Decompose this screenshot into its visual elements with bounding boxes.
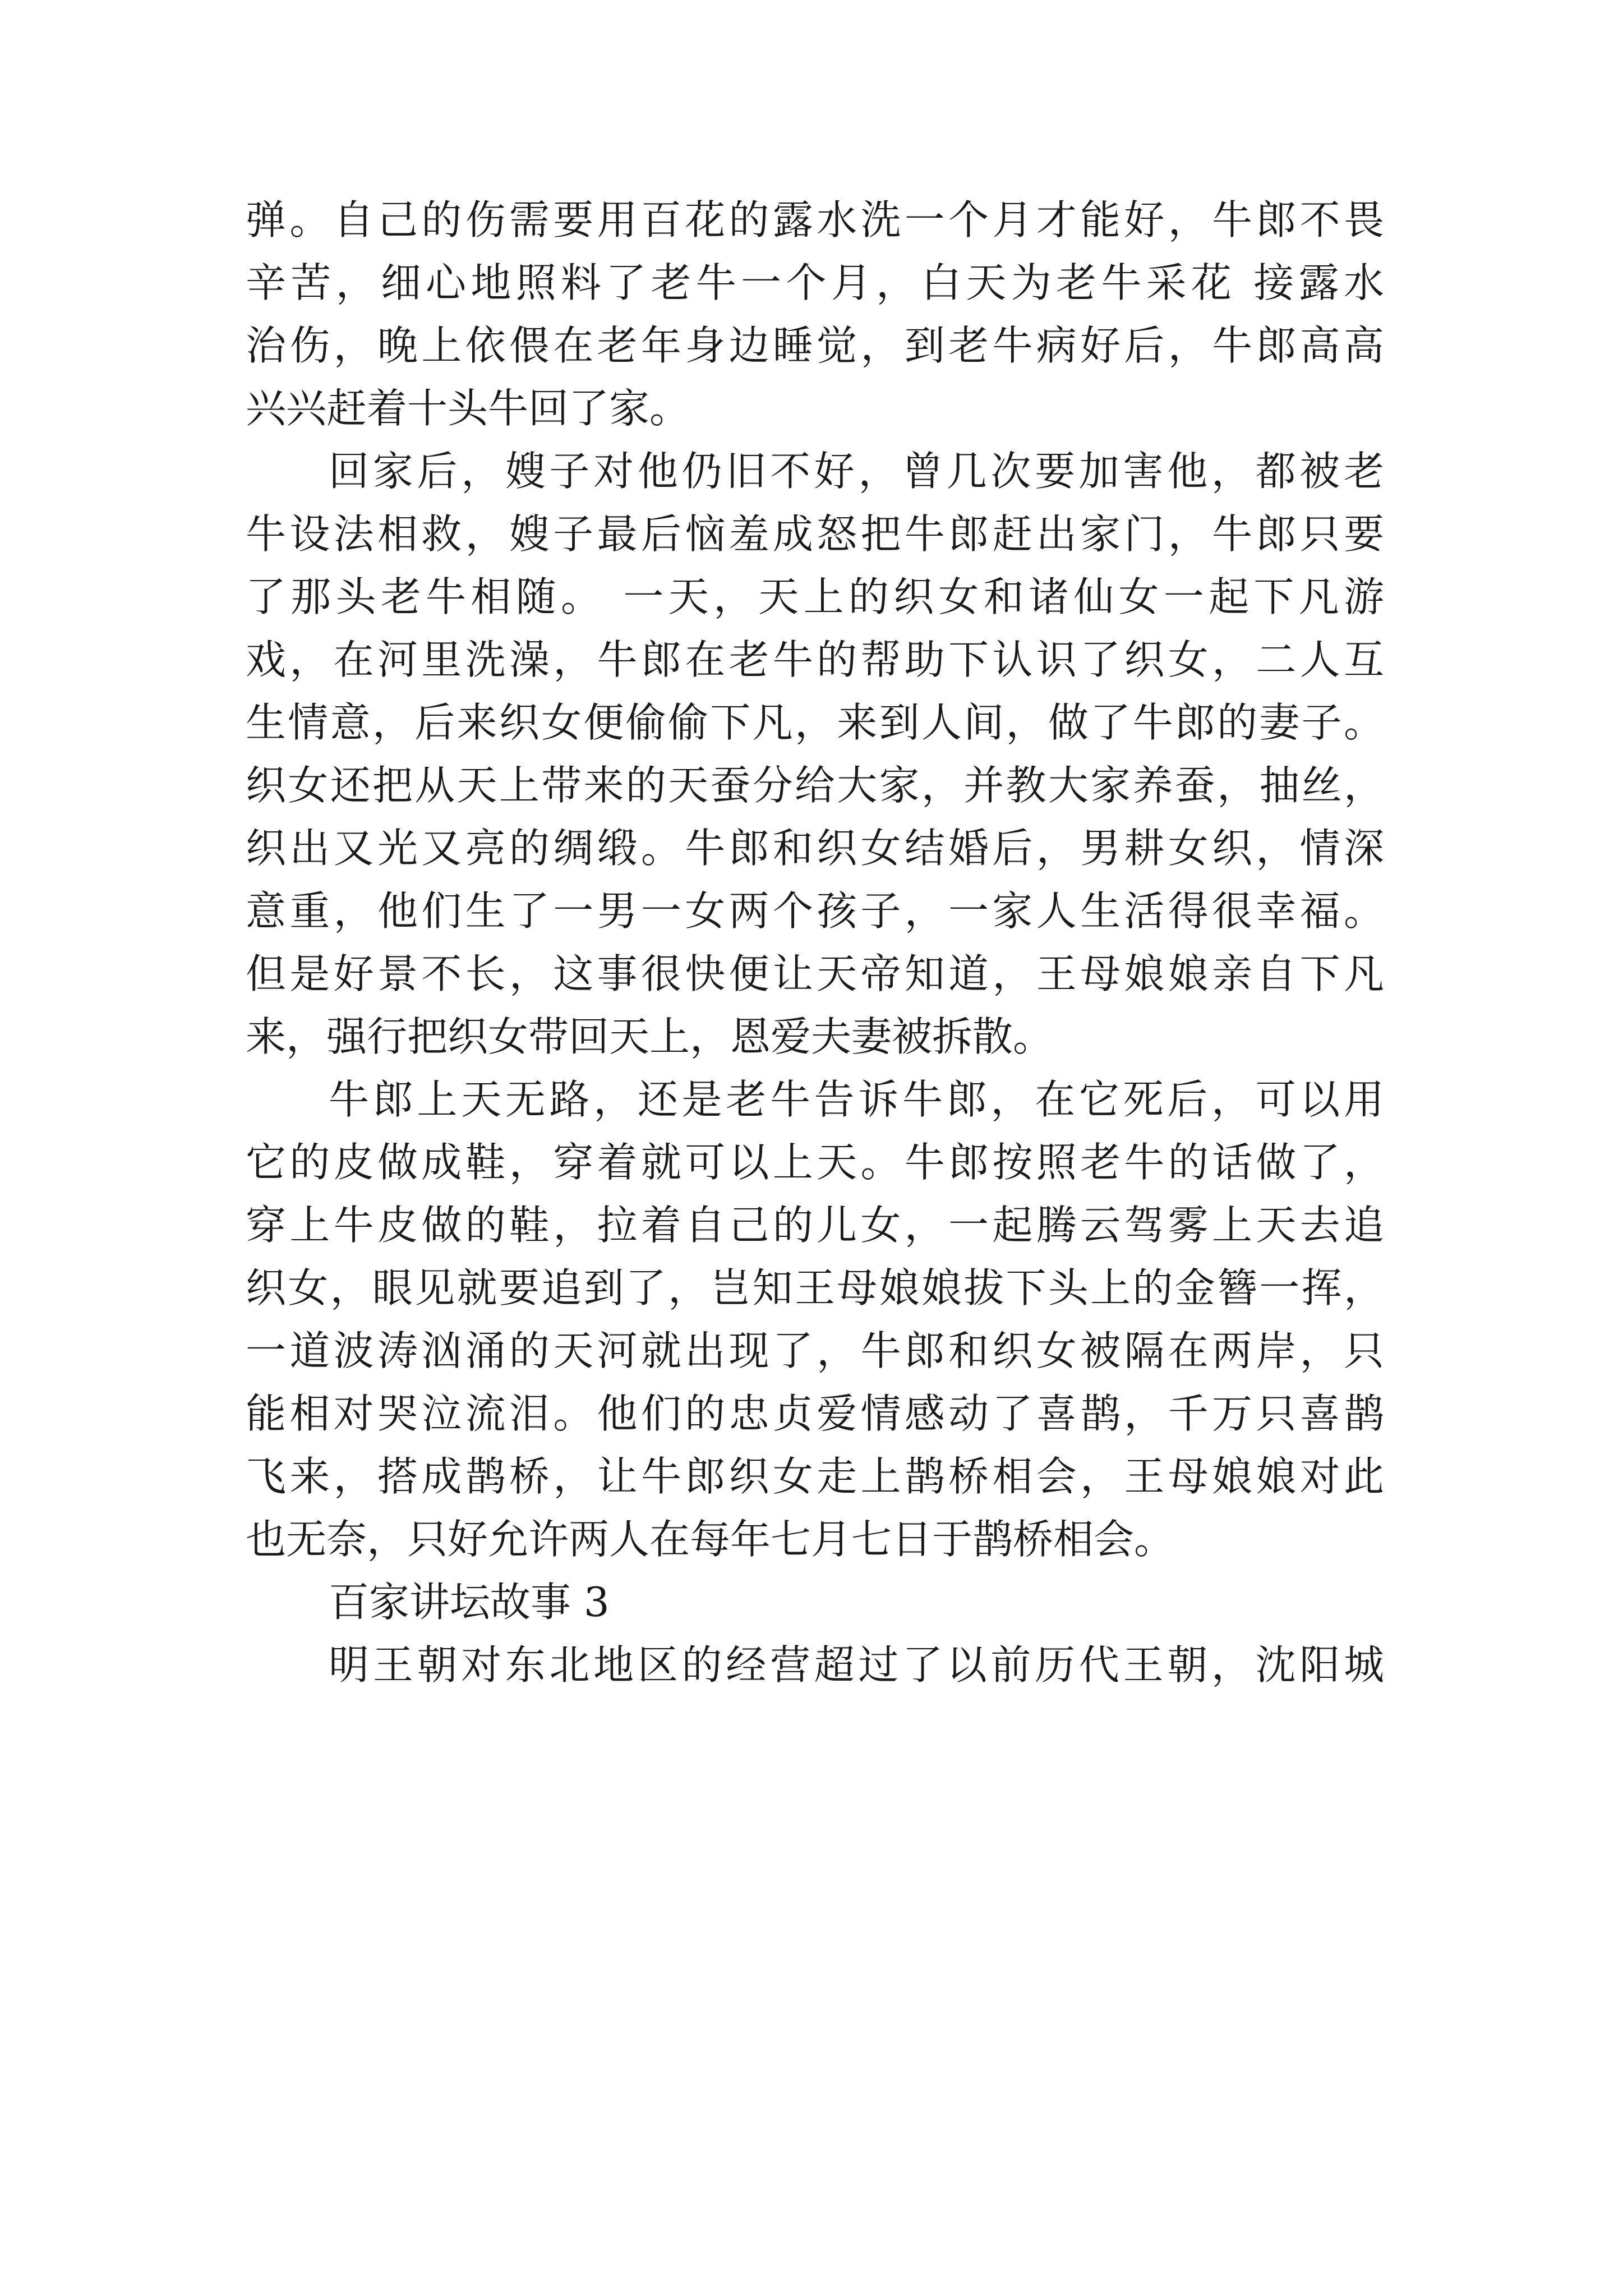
document-body <box>246 188 1384 1696</box>
text-line: 能相对哭泣流泪。他们的忠贞爱情感动了喜鹊，千万只喜鹊 <box>246 1390 1384 1437</box>
text-line: 牛设法相救，嫂子最后恼羞成怒把牛郎赶出家门，牛郎只要 <box>246 510 1384 558</box>
text-line: 弹。自己的伤需要用百花的露水洗一个月才能好，牛郎不畏 <box>246 196 1384 243</box>
text-line: 意重，他们生了一男一女两个孩子，一家人生活得很幸福。 <box>246 887 1384 935</box>
text-line: 穿上牛皮做的鞋，拉着自己的儿女，一起腾云驾雾上天去追 <box>246 1202 1384 1249</box>
text-line: 织女，眼见就要追到了，岂知王母娘娘拔下头上的金簪一挥， <box>246 1264 1384 1312</box>
section-heading: 百家讲坛故事 3 <box>329 1579 610 1626</box>
text-line: 回家后，嫂子对他仍旧不好，曾几次要加害他，都被老 <box>329 448 1384 495</box>
text-line: 了那头老牛相随。 一天，天上的织女和诸仙女一起下凡游 <box>246 573 1384 620</box>
text-line: 但是好景不长，这事很快便让天帝知道，王母娘娘亲自下凡 <box>246 950 1384 997</box>
text-line: 它的皮做成鞋，穿着就可以上天。牛郎按照老牛的话做了， <box>246 1139 1384 1186</box>
text-line: 戏，在河里洗澡，牛郎在老牛的帮助下认识了织女，二人互 <box>246 636 1384 683</box>
text-line: 织出又光又亮的绸缎。牛郎和织女结婚后，男耕女织，情深 <box>246 825 1384 872</box>
text-line: 飞来，搭成鹊桥，让牛郎织女走上鹊桥相会，王母娘娘对此 <box>246 1453 1384 1500</box>
text-line: 也无奈，只好允许两人在每年七月七日于鹊桥相会。 <box>246 1516 1175 1563</box>
text-line: 兴兴赶着十头牛回了家。 <box>246 385 690 432</box>
text-line: 一道波涛汹涌的天河就出现了，牛郎和织女被隔在两岸，只 <box>246 1327 1384 1374</box>
text-line: 牛郎上天无路，还是老牛告诉牛郎，在它死后，可以用 <box>329 1076 1384 1123</box>
text-line: 来，强行把织女带回天上，恩爱夫妻被拆散。 <box>246 1013 1054 1060</box>
text-line: 辛苦，细心地照料了老牛一个月，白天为老牛采花 接露水 <box>246 259 1384 306</box>
text-line: 明王朝对东北地区的经营超过了以前历代王朝，沈阳城 <box>329 1641 1384 1688</box>
text-line: 治伤，晚上依偎在老年身边睡觉，到老牛病好后，牛郎高高 <box>246 322 1384 369</box>
text-line: 生情意，后来织女便偷偷下凡，来到人间，做了牛郎的妻子。 <box>246 699 1384 746</box>
text-line: 织女还把从天上带来的天蚕分给大家，并教大家养蚕，抽丝， <box>246 762 1384 809</box>
